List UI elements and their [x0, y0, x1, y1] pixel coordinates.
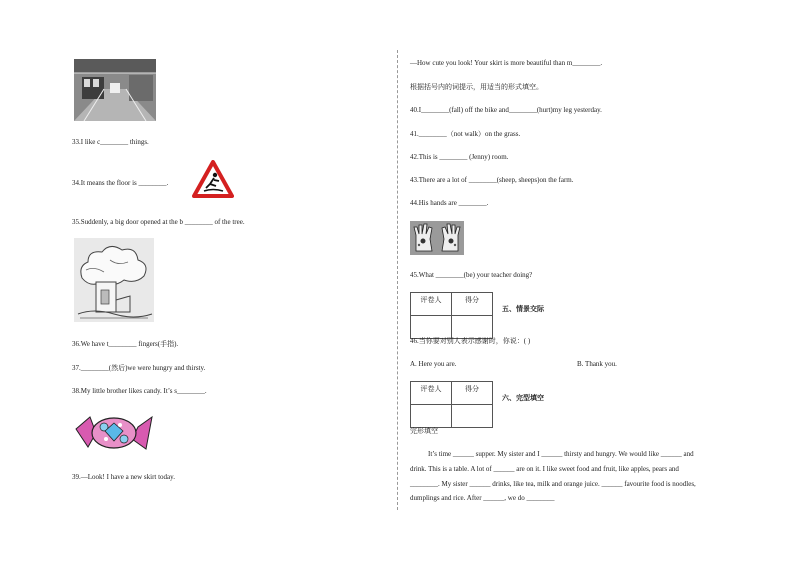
tree-door-sketch: [74, 238, 154, 322]
score-label: 得分: [452, 382, 493, 405]
question-34: 34.It means the floor is ________.: [72, 179, 169, 187]
question-39-answer: —How cute you look! Your skirt is more beautiful than m________.: [410, 59, 603, 67]
question-40: 40.I________(fall) off the bike and________(hurt)my leg yesterday.: [410, 106, 602, 114]
grader-label: 评卷人: [411, 293, 452, 316]
question-41: 41.________（not walk）on the grass.: [410, 130, 521, 138]
score-label: 得分: [452, 293, 493, 316]
score-table-2: [410, 381, 493, 428]
question-36: 36.We have t________ fingers(手指).: [72, 340, 179, 348]
question-46: 46.当你要对别人表示感谢时，你说：( ): [410, 337, 531, 345]
score-cell[interactable]: [452, 405, 493, 428]
column-divider: [397, 50, 398, 510]
question-44: 44.His hands are ________.: [410, 199, 489, 207]
question-33: 33.I like c________ things.: [72, 138, 149, 146]
question-45: 45.What ________(be) your teacher doing?: [410, 271, 533, 279]
grader-cell[interactable]: [411, 405, 452, 428]
candy-picture: [74, 409, 154, 455]
question-39: 39.—Look! I have a new skirt today.: [72, 473, 175, 481]
option-a[interactable]: A. Here you are.: [410, 360, 457, 368]
section-5-title: 五、情景交际: [502, 305, 544, 313]
question-42: 42.This is ________ (Jenny) room.: [410, 153, 509, 161]
dirty-hands-picture: [410, 221, 464, 255]
score-table-1: [410, 292, 493, 339]
cloze-passage: It’s time ______ supper. My sister and I ______ thirsty and hungry. We would like ______ and drink. This is a table. A lot of ______ are on it. I like sweet food and fruit, like apples, pears and ________. My sister ______ drinks, like tea, milk and orange juice. ______ favourite food is noodles, dumplings and rice. After ______, we do ________: [410, 450, 696, 503]
slippery-floor-sign-icon: [192, 160, 234, 198]
question-37: 37.________(然后)we were hungry and thirsty.: [72, 364, 206, 372]
option-b[interactable]: B. Thank you.: [577, 360, 617, 368]
question-43: 43.There are a lot of ________(sheep, sheeps)on the farm.: [410, 176, 574, 184]
question-38: 38.My little brother likes candy. It’s s________.: [72, 387, 207, 395]
question-35: 35.Suddenly, a big door opened at the b ________ of the tree.: [72, 218, 245, 226]
section-6-title: 六、完型填空: [502, 394, 544, 402]
grader-label: 评卷人: [411, 382, 452, 405]
subway-station-photo: [74, 59, 156, 121]
instruction-text: 根据括号内的词提示，用适当的形式填空。: [410, 83, 543, 91]
cloze-title: 完形填空: [410, 427, 438, 435]
